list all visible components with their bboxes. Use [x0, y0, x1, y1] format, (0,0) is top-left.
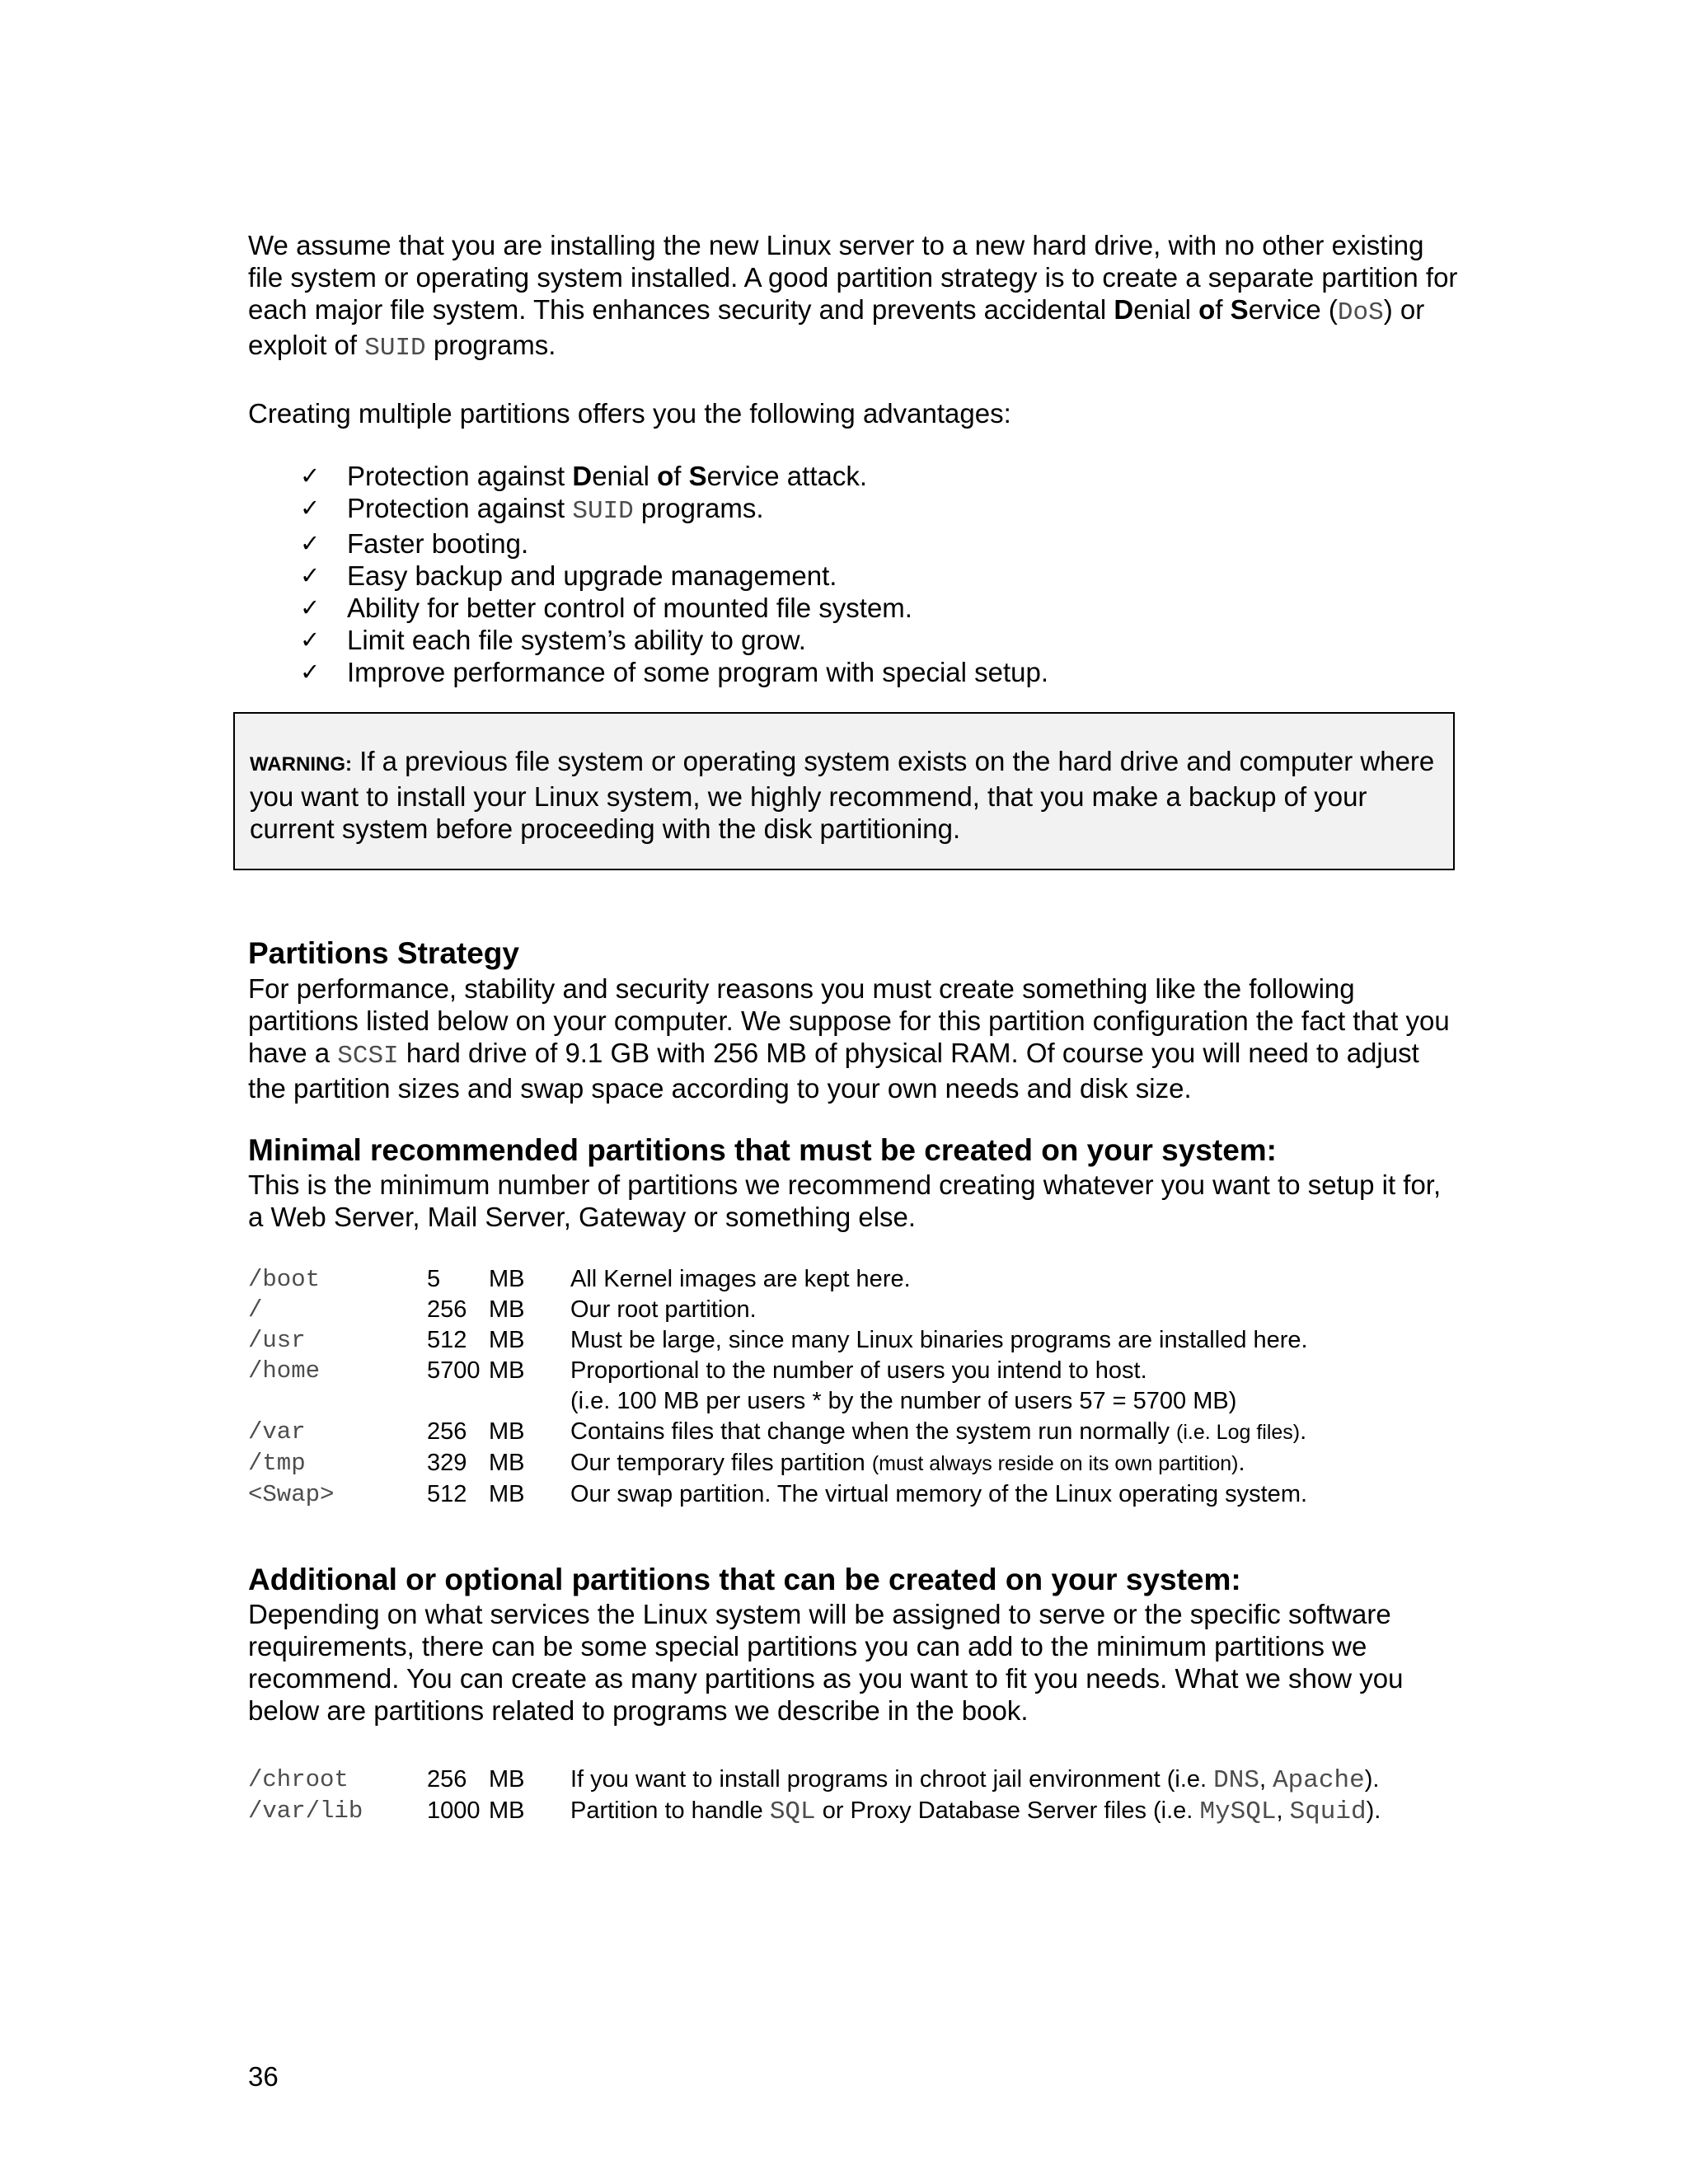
table-row: /tmp 329 MB Our temporary files partition (must always reside on its own partition).	[248, 1450, 1245, 1477]
scsi-term: SCSI	[337, 1042, 399, 1071]
checkmark-icon: ✓	[300, 626, 321, 654]
checkmark-icon: ✓	[300, 593, 321, 621]
table-row: /usr 512 MB Must be large, since many Linux binaries programs are installed here.	[248, 1327, 1308, 1354]
advantages-intro: Creating multiple partitions offers you the following advantages:	[248, 398, 1011, 429]
optional-heading: Additional or optional partitions that can be created on your system:	[248, 1563, 1241, 1596]
table-row: <Swap> 512 MB Our swap partition. The virtual memory of the Linux operating system.	[248, 1481, 1308, 1508]
list-item: ✓ Protection against Denial of Service attack.	[300, 461, 868, 491]
minimal-heading: Minimal recommended partitions that must be created on your system:	[248, 1133, 1277, 1167]
intro-paragraph: We assume that you are installing the new Linux server to a new hard drive, with no other existing file system or operating system installed. A good partition strategy is to create a separate partition for each major file system. This enhances security and prevents accidental Denial of Service (DoS) or exploit of SUID programs.	[248, 230, 1458, 363]
checkmark-icon: ✓	[300, 494, 321, 522]
intro-section	[248, 229, 1460, 688]
strategy-paragraph: For performance, stability and security reasons you must create something like the following partitions listed below on your computer. We suppose for this partition configuration the fact that you have a SCSI hard drive of 9.1 GB with 256 MB of physical RAM. Of course you will need to adjust the partition sizes and swap space according to your own needs and disk size.	[248, 973, 1450, 1104]
list-item: ✓ Improve performance of some program with special setup.	[300, 657, 1049, 687]
list-item: ✓ Faster booting.	[300, 528, 529, 559]
minimal-paragraph: This is the minimum number of partitions we recommend creating whatever you want to setup it for, a Web Server, Mail Server, Gateway or something else.	[248, 1169, 1442, 1232]
table-row: /var/lib 1000 MB Partition to handle SQL or Proxy Database Server files (i.e. MySQL, Squid).	[248, 1797, 1381, 1826]
list-item: ✓ Easy backup and upgrade management.	[300, 560, 837, 591]
list-item: ✓ Protection against SUID programs.	[300, 493, 764, 526]
checkmark-icon: ✓	[300, 658, 321, 686]
checkmark-icon: ✓	[300, 529, 321, 557]
table-row: /var 256 MB Contains files that change when the system run normally (i.e. Log files).	[248, 1418, 1307, 1446]
suid-term: SUID	[364, 334, 426, 363]
table-row: / 256 MB Our root partition.	[248, 1296, 757, 1324]
table-row: /chroot 256 MB If you want to install programs in chroot jail environment (i.e. DNS, Apache).	[248, 1766, 1380, 1795]
warning-text: WARNING: If a previous file system or operating system exists on the hard drive and computer where you want to install your Linux system, we highly recommend, that you make a backup of your current system before proceeding with the disk partitioning.	[250, 746, 1435, 844]
dos-term: DoS	[1337, 298, 1384, 327]
list-item: ✓ Ability for better control of mounted file system.	[300, 593, 912, 623]
page-number: 36	[248, 2061, 279, 2092]
optional-partitions-table	[248, 1765, 1436, 1827]
checkmark-icon: ✓	[300, 561, 321, 589]
table-row: /home 5700 MB Proportional to the number of users you intend to host.	[248, 1357, 1147, 1385]
strategy-heading: Partitions Strategy	[248, 936, 519, 970]
advantages-list	[248, 460, 1460, 688]
table-row: /boot 5 MB All Kernel images are kept here.	[248, 1266, 911, 1293]
list-item: ✓ Limit each file system’s ability to grow.	[300, 625, 806, 655]
warning-label: WARNING:	[250, 753, 352, 776]
table-row-note: (i.e. 100 MB per users * by the number of users 57 = 5700 MB)	[570, 1388, 1237, 1414]
checkmark-icon: ✓	[300, 462, 321, 490]
minimal-partitions-table	[248, 1264, 1436, 1510]
optional-paragraph: Depending on what services the Linux system will be assigned to serve or the specific software requirements, there can be some special partitions you can add to the minimum partitions we recommend. You can create as many partitions as you want to fit you needs. What we show you below are partitions related to programs we describe in the book.	[248, 1599, 1404, 1726]
warning-box	[233, 712, 1455, 870]
